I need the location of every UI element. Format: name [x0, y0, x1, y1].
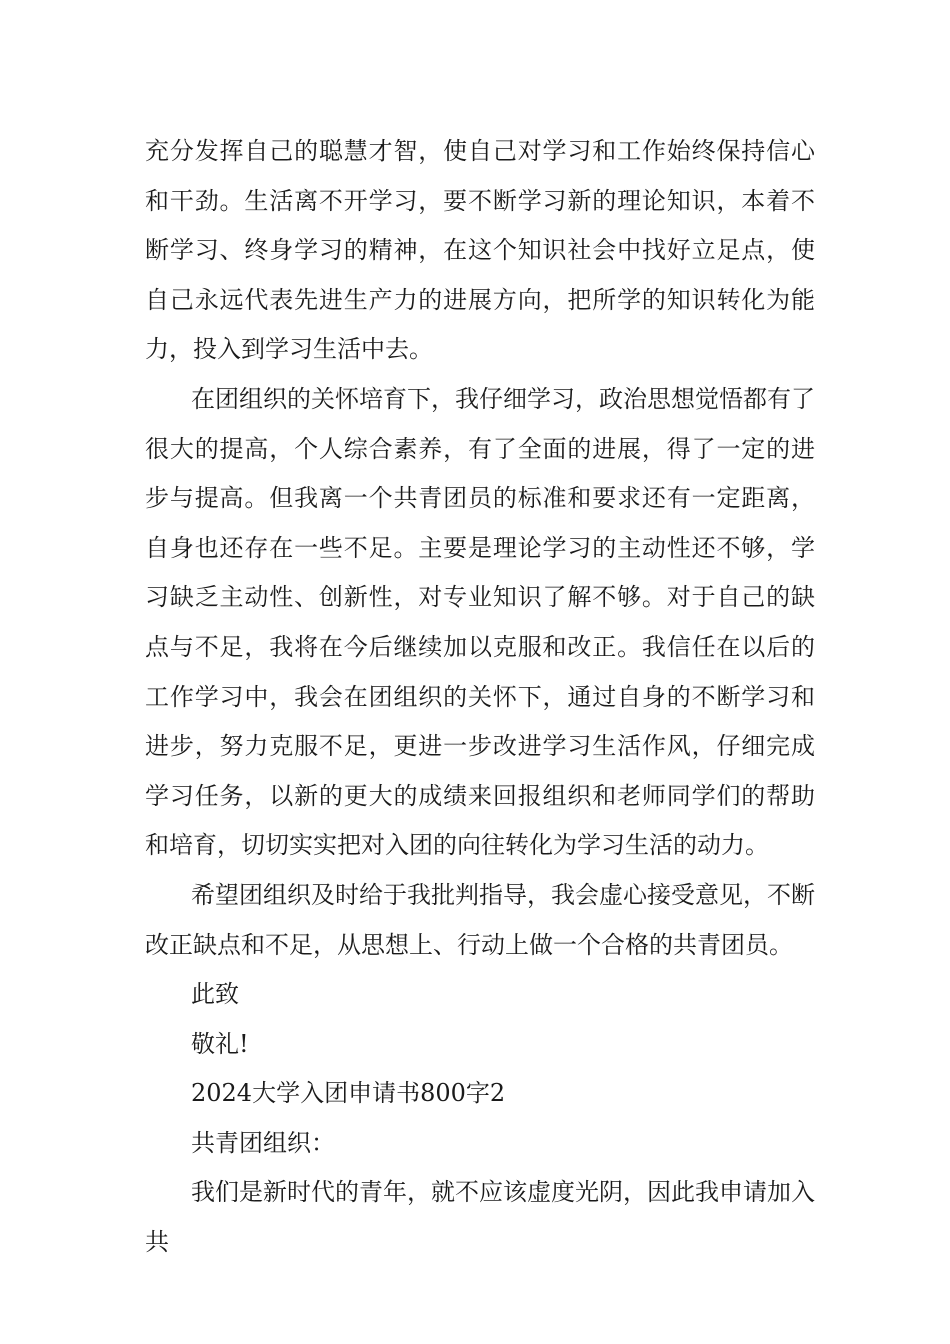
salutation-jingli: 敬礼! — [191, 1029, 249, 1058]
paragraph-closing-wish: 希望团组织及时给于我批判指导，我会虚心接受意见，不断改正缺点和不足，从思想上、行动上做一个合格的共青团员。 — [145, 880, 815, 959]
paragraph-self-assessment: 在团组织的关怀培育下，我仔细学习，政治思想觉悟都有了很大的提高，个人综合素养，有了全面的进展，得了一定的进步与提高。但我离一个共青团员的标准和要求还有一定距离，自身也还存在一些不足。主要是理论学习的主动性还不够，学习缺乏主动性、创新性，对专业知识了解不够。对于自己的缺点与不足，我将在今后继续加以克服和改正。我信任在以后的工作学习中，我会在团组织的关怀下，通过自身的不断学习和进步，努力克服不足，更进一步改进学习生活作风，仔细完成学习任务，以新的更大的成绩来回报组织和老师同学们的帮助和培育，切切实实把对入团的向往转化为学习生活的动力。 — [145, 384, 815, 860]
document-body — [145, 127, 815, 1268]
section-title: 2024大学入团申请书800字2 — [191, 1079, 506, 1108]
paragraph-opening: 我们是新时代的青年，就不应该虚度光阴，因此我申请加入共 — [145, 1178, 815, 1257]
salutation-cizhi: 此致 — [191, 980, 239, 1009]
addressee: 共青团组织： — [191, 1128, 335, 1157]
paragraph-continuation: 充分发挥自己的聪慧才智，使自己对学习和工作始终保持信心和干劲。生活离不开学习，要不断学习新的理论知识，本着不断学习、终身学习的精神，在这个知识社会中找好立足点，使自己永远代表先进生产力的进展方向，把所学的知识转化为能力，投入到学习生活中去。 — [145, 137, 815, 364]
